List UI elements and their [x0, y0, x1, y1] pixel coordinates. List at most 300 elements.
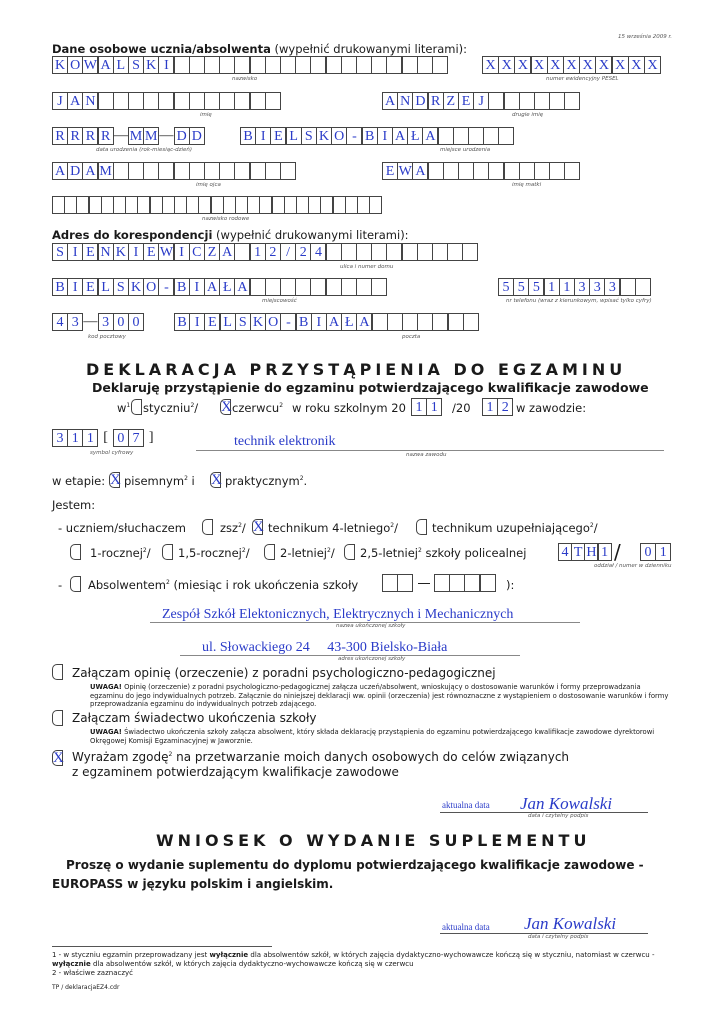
written-checkbox[interactable]: X	[110, 472, 121, 488]
char-cell[interactable]: 2	[497, 398, 513, 416]
june-checkbox[interactable]: X	[221, 399, 232, 415]
char-cell[interactable]	[356, 56, 372, 74]
char-cell[interactable]	[265, 56, 281, 74]
char-cell[interactable]	[504, 162, 520, 180]
techsup-label: technikum uzupełniającego$^2$/	[432, 521, 598, 535]
char-cell[interactable]: A	[412, 162, 428, 180]
techsup-checkbox[interactable]	[416, 519, 427, 535]
char-cell[interactable]: O	[265, 313, 281, 331]
char-cell[interactable]	[447, 243, 463, 261]
char-cell[interactable]: A	[219, 243, 235, 261]
char-cell[interactable]	[534, 162, 550, 180]
char-cell[interactable]	[371, 278, 387, 296]
char-cell[interactable]: O	[331, 127, 347, 145]
char-cell[interactable]: E	[204, 313, 220, 331]
zip-field[interactable]	[52, 313, 143, 331]
char-cell[interactable]: D	[174, 127, 190, 145]
char-cell[interactable]: S	[301, 127, 317, 145]
char-cell[interactable]	[174, 92, 190, 110]
char-cell[interactable]: N	[397, 92, 413, 110]
char-cell[interactable]: Ł	[407, 127, 423, 145]
char-cell[interactable]: 3	[604, 278, 620, 296]
first-name-field[interactable]	[52, 92, 280, 110]
char-cell[interactable]	[504, 92, 520, 110]
declaration-subtitle: Deklaruję przystąpienie do egzaminu potwierdzającego kwalifikacje zawodowe	[92, 380, 649, 395]
char-cell[interactable]	[189, 92, 205, 110]
char-cell[interactable]	[219, 92, 235, 110]
char-cell[interactable]: S	[52, 243, 68, 261]
char-cell[interactable]	[428, 162, 444, 180]
char-cell[interactable]: 0	[640, 543, 656, 561]
char-cell[interactable]: L	[286, 127, 302, 145]
char-cell[interactable]: Ł	[219, 278, 235, 296]
char-cell[interactable]	[564, 92, 580, 110]
char-cell[interactable]: 1	[411, 398, 427, 416]
char-cell[interactable]	[345, 196, 358, 214]
char-cell[interactable]	[443, 162, 459, 180]
char-cell[interactable]: I	[158, 56, 174, 74]
address-header: Adres do korespondencji (wypełnić drukowanymi literami):	[52, 228, 409, 242]
char-cell[interactable]: T	[571, 543, 585, 561]
char-cell[interactable]: M	[129, 129, 143, 144]
char-cell[interactable]: X	[628, 56, 645, 74]
char-cell[interactable]	[113, 196, 126, 214]
char-cell[interactable]	[468, 127, 484, 145]
char-cell[interactable]	[488, 162, 504, 180]
char-cell[interactable]: I	[189, 278, 205, 296]
char-cell[interactable]	[125, 196, 138, 214]
char-cell[interactable]: 1	[655, 543, 671, 561]
supplement-text2: EUROPASS w języku polskim i angielskim.	[52, 877, 334, 891]
file-name: TP / deklaracjaEZ4.cdr	[52, 984, 120, 991]
char-cell[interactable]	[387, 313, 403, 331]
birth-date-field[interactable]	[52, 127, 204, 145]
char-cell[interactable]: K	[52, 56, 68, 74]
diary-field[interactable]	[640, 543, 670, 561]
y2-checkbox[interactable]	[264, 544, 275, 560]
char-cell[interactable]: B	[362, 127, 378, 145]
char-cell[interactable]	[326, 243, 342, 261]
char-cell[interactable]: 3	[98, 313, 114, 331]
char-cell[interactable]: O	[143, 278, 159, 296]
char-cell[interactable]: A	[98, 56, 114, 74]
char-cell[interactable]: X	[644, 56, 661, 74]
char-cell[interactable]	[113, 162, 129, 180]
char-cell[interactable]: S	[235, 313, 251, 331]
char-cell[interactable]	[204, 56, 220, 74]
char-cell[interactable]	[326, 56, 342, 74]
char-cell[interactable]: Z	[204, 243, 220, 261]
char-cell[interactable]: C	[189, 243, 205, 261]
char-cell[interactable]: R	[67, 127, 83, 145]
char-cell[interactable]	[204, 92, 220, 110]
char-cell[interactable]	[417, 313, 433, 331]
char-cell[interactable]	[402, 313, 418, 331]
char-cell[interactable]	[432, 313, 448, 331]
father-name-field[interactable]	[52, 162, 295, 180]
char-cell[interactable]	[320, 196, 333, 214]
char-cell[interactable]: I	[377, 127, 393, 145]
char-cell[interactable]: 0	[113, 429, 129, 447]
char-cell[interactable]: 2	[265, 243, 281, 261]
char-cell[interactable]: B	[174, 278, 190, 296]
char-cell[interactable]	[564, 162, 580, 180]
char-cell[interactable]: A	[67, 92, 83, 110]
char-cell[interactable]: 5	[498, 278, 514, 296]
char-cell[interactable]: E	[82, 243, 98, 261]
char-cell[interactable]: D	[67, 162, 83, 180]
char-cell[interactable]: H	[586, 545, 597, 560]
practical-checkbox[interactable]: X	[211, 472, 222, 488]
char-cell[interactable]: B	[174, 313, 190, 331]
char-cell[interactable]	[219, 162, 235, 180]
char-cell[interactable]: X	[514, 56, 531, 74]
char-cell[interactable]: A	[356, 313, 372, 331]
year1-field[interactable]	[411, 398, 441, 416]
char-cell[interactable]: ]	[148, 430, 154, 445]
char-cell[interactable]: X	[595, 56, 612, 74]
char-cell[interactable]: B	[296, 313, 312, 331]
char-cell[interactable]	[295, 56, 311, 74]
birthplace-field[interactable]	[240, 127, 514, 145]
char-cell[interactable]: 1	[67, 429, 83, 447]
char-cell[interactable]: B	[52, 278, 68, 296]
char-cell[interactable]	[204, 162, 220, 180]
char-cell[interactable]: X	[547, 56, 564, 74]
char-cell[interactable]	[448, 313, 464, 331]
phone-label: nr telefonu (wraz z kierunkowym, wpisać tylko cyfry)	[506, 298, 652, 304]
char-cell[interactable]: 4	[52, 313, 68, 331]
post-field[interactable]	[174, 313, 478, 331]
january-label: styczniu$^2$/	[143, 401, 199, 415]
class-field[interactable]	[558, 543, 611, 561]
char-cell[interactable]: E	[458, 92, 474, 110]
char-cell[interactable]: K	[143, 56, 159, 74]
char-cell[interactable]	[549, 92, 565, 110]
char-cell[interactable]: N	[98, 243, 114, 261]
char-cell[interactable]	[341, 243, 357, 261]
pesel-field[interactable]	[482, 56, 660, 74]
char-cell[interactable]: K	[113, 243, 129, 261]
char-cell[interactable]: W	[159, 245, 174, 260]
char-cell[interactable]	[234, 56, 250, 74]
char-cell[interactable]	[174, 196, 187, 214]
char-cell[interactable]: X	[482, 56, 499, 74]
symbol-field[interactable]	[52, 429, 158, 447]
char-cell[interactable]	[280, 162, 296, 180]
char-cell[interactable]	[402, 56, 418, 74]
char-cell[interactable]: A	[52, 162, 68, 180]
char-cell[interactable]: W	[398, 164, 412, 179]
char-cell[interactable]: A	[204, 278, 220, 296]
char-cell[interactable]	[333, 196, 346, 214]
char-cell[interactable]	[549, 162, 565, 180]
opinion-checkbox[interactable]	[52, 664, 63, 680]
char-cell[interactable]: A	[422, 127, 438, 145]
consent-checkbox[interactable]: X	[53, 750, 64, 766]
school-address: ul. Słowackiego 24 43-300 Bielsko-Biała	[202, 640, 448, 655]
char-cell[interactable]: K	[128, 278, 144, 296]
phone-field[interactable]	[498, 278, 650, 296]
char-cell[interactable]	[280, 278, 296, 296]
char-cell[interactable]	[223, 196, 236, 214]
char-cell[interactable]: J	[473, 92, 489, 110]
char-cell[interactable]: M	[144, 129, 158, 144]
char-cell[interactable]	[128, 162, 144, 180]
char-cell[interactable]: /	[280, 243, 296, 261]
city-field[interactable]	[52, 278, 386, 296]
char-cell[interactable]: —	[83, 314, 98, 329]
char-cell[interactable]	[128, 92, 144, 110]
char-cell[interactable]	[250, 278, 266, 296]
birthplace-label: miejsce urodzenia	[440, 147, 491, 153]
char-cell[interactable]: 1	[250, 243, 266, 261]
char-cell[interactable]	[64, 196, 77, 214]
char-cell[interactable]: A	[82, 162, 98, 180]
footnote-2: 2 - właściwe zaznaczyć	[52, 969, 134, 977]
char-cell[interactable]: 7	[128, 429, 144, 447]
char-cell[interactable]	[174, 56, 190, 74]
char-cell[interactable]	[341, 56, 357, 74]
char-cell[interactable]	[458, 162, 474, 180]
char-cell[interactable]	[463, 313, 479, 331]
char-cell[interactable]	[372, 313, 388, 331]
char-cell[interactable]: I	[67, 243, 83, 261]
char-cell[interactable]	[158, 162, 174, 180]
char-cell[interactable]: M	[99, 164, 112, 179]
char-cell[interactable]	[250, 92, 266, 110]
char-cell[interactable]: [	[103, 430, 108, 445]
char-cell[interactable]	[326, 278, 342, 296]
char-cell[interactable]	[356, 243, 372, 261]
char-cell[interactable]: -	[158, 278, 174, 296]
char-cell[interactable]: Z	[443, 92, 459, 110]
char-cell[interactable]	[219, 56, 235, 74]
char-cell[interactable]: I	[128, 243, 144, 261]
char-cell[interactable]	[357, 196, 370, 214]
char-cell[interactable]: I	[255, 127, 271, 145]
char-cell[interactable]	[295, 278, 311, 296]
char-cell[interactable]: A	[382, 92, 398, 110]
char-cell[interactable]	[101, 196, 114, 214]
char-cell[interactable]: 1	[559, 278, 575, 296]
char-cell[interactable]: D	[189, 127, 205, 145]
char-cell[interactable]: 0	[128, 313, 144, 331]
char-cell[interactable]: 1	[482, 398, 498, 416]
char-cell[interactable]: E	[143, 243, 159, 261]
char-cell[interactable]	[98, 92, 114, 110]
char-cell[interactable]: 4	[558, 543, 572, 561]
street-field[interactable]	[52, 243, 478, 261]
mother-name-field[interactable]	[382, 162, 580, 180]
char-cell[interactable]: X	[563, 56, 580, 74]
absolvent-year-field[interactable]	[434, 574, 495, 592]
char-cell[interactable]: R	[428, 92, 444, 110]
char-cell[interactable]	[417, 243, 433, 261]
char-cell[interactable]	[432, 243, 448, 261]
char-cell[interactable]	[635, 278, 651, 296]
char-cell[interactable]: 3	[52, 429, 68, 447]
char-cell[interactable]: 1	[426, 398, 442, 416]
char-cell[interactable]	[143, 92, 159, 110]
char-cell[interactable]: 3	[589, 278, 605, 296]
char-cell[interactable]	[234, 92, 250, 110]
char-cell[interactable]	[462, 243, 478, 261]
y25-checkbox[interactable]	[344, 544, 355, 560]
char-cell[interactable]: 5	[513, 278, 529, 296]
char-cell[interactable]	[143, 162, 159, 180]
char-cell[interactable]	[259, 196, 272, 214]
char-cell[interactable]	[250, 56, 266, 74]
certificate-checkbox[interactable]	[52, 710, 63, 726]
tech4-checkbox[interactable]: X	[253, 519, 264, 535]
char-cell[interactable]: I	[67, 278, 83, 296]
char-cell[interactable]	[519, 92, 535, 110]
char-cell[interactable]	[341, 278, 357, 296]
char-cell[interactable]	[234, 162, 250, 180]
char-cell[interactable]: I	[311, 313, 327, 331]
char-cell[interactable]	[402, 243, 418, 261]
char-cell[interactable]	[189, 162, 205, 180]
char-cell[interactable]	[438, 127, 454, 145]
char-cell[interactable]: 5	[528, 278, 544, 296]
char-cell[interactable]: I	[189, 313, 205, 331]
char-cell[interactable]: X	[579, 56, 596, 74]
char-cell[interactable]	[198, 196, 211, 214]
char-cell[interactable]	[473, 162, 489, 180]
second-name-field[interactable]	[382, 92, 580, 110]
char-cell[interactable]	[369, 196, 382, 214]
char-cell[interactable]: L	[113, 56, 129, 74]
y15-checkbox[interactable]	[162, 544, 173, 560]
char-cell[interactable]: E	[382, 162, 398, 180]
char-cell[interactable]: K	[316, 127, 332, 145]
year2-field[interactable]	[482, 398, 512, 416]
char-cell[interactable]: 3	[67, 313, 83, 331]
char-cell[interactable]: Ł	[341, 313, 357, 331]
char-cell[interactable]	[386, 56, 402, 74]
char-cell[interactable]	[483, 127, 499, 145]
certificate-label: Załączam świadectwo ukończenia szkoły	[72, 711, 317, 725]
char-cell[interactable]: 1	[598, 543, 612, 561]
char-cell[interactable]: 0	[113, 313, 129, 331]
char-cell[interactable]	[234, 243, 250, 261]
char-cell[interactable]: 4	[310, 243, 326, 261]
char-cell[interactable]	[265, 92, 281, 110]
char-cell[interactable]	[284, 196, 297, 214]
char-cell[interactable]	[432, 56, 448, 74]
char-cell[interactable]: 1	[82, 429, 98, 447]
post-label: poczta	[402, 334, 421, 340]
char-cell[interactable]	[310, 56, 326, 74]
char-cell[interactable]: L	[220, 313, 236, 331]
char-cell[interactable]	[137, 196, 150, 214]
absolvent-checkbox[interactable]	[70, 576, 81, 592]
char-cell[interactable]: X	[498, 56, 515, 74]
char-cell[interactable]	[417, 56, 433, 74]
char-cell[interactable]	[52, 196, 65, 214]
char-cell[interactable]	[620, 278, 636, 296]
char-cell[interactable]: K	[250, 313, 266, 331]
char-cell[interactable]	[76, 196, 89, 214]
char-cell[interactable]	[386, 243, 402, 261]
char-cell[interactable]	[280, 56, 296, 74]
char-cell[interactable]: J	[52, 92, 68, 110]
char-cell[interactable]: B	[240, 127, 256, 145]
char-cell[interactable]: N	[82, 92, 98, 110]
char-cell[interactable]	[250, 162, 266, 180]
char-cell[interactable]	[488, 92, 504, 110]
char-cell[interactable]: A	[392, 127, 408, 145]
char-cell[interactable]: S	[128, 56, 144, 74]
char-cell[interactable]: E	[82, 278, 98, 296]
char-cell[interactable]: L	[98, 278, 114, 296]
char-cell[interactable]	[265, 278, 281, 296]
char-cell[interactable]	[519, 162, 535, 180]
char-cell[interactable]: -	[280, 313, 296, 331]
char-cell[interactable]: R	[52, 127, 68, 145]
zsz-checkbox[interactable]	[202, 519, 213, 535]
char-cell[interactable]	[308, 196, 321, 214]
char-cell[interactable]: O	[67, 56, 83, 74]
char-cell[interactable]	[150, 196, 163, 214]
char-cell[interactable]: E	[270, 127, 286, 145]
char-cell[interactable]: A	[234, 278, 250, 296]
char-cell[interactable]: R	[82, 127, 98, 145]
char-cell[interactable]	[158, 92, 174, 110]
char-cell[interactable]	[211, 196, 224, 214]
char-cell[interactable]	[534, 92, 550, 110]
char-cell[interactable]: S	[113, 278, 129, 296]
char-cell[interactable]: I	[174, 243, 190, 261]
char-cell[interactable]	[310, 278, 326, 296]
char-cell[interactable]: W	[83, 58, 98, 73]
char-cell[interactable]	[265, 162, 281, 180]
char-cell[interactable]: -	[346, 127, 362, 145]
char-cell[interactable]	[235, 196, 248, 214]
char-cell[interactable]: R	[98, 127, 114, 145]
char-cell[interactable]: —	[113, 128, 128, 143]
surname-field[interactable]	[52, 56, 447, 74]
absolvent-month-field[interactable]	[382, 574, 412, 592]
char-cell[interactable]	[89, 196, 102, 214]
char-cell[interactable]: A	[326, 313, 342, 331]
char-cell[interactable]: 1	[544, 278, 560, 296]
char-cell[interactable]	[186, 196, 199, 214]
char-cell[interactable]: 3	[574, 278, 590, 296]
char-cell[interactable]: 2	[295, 243, 311, 261]
family-name-field[interactable]	[52, 196, 381, 214]
january-checkbox[interactable]	[131, 399, 142, 415]
char-cell[interactable]	[356, 278, 372, 296]
char-cell[interactable]	[453, 127, 469, 145]
y1-checkbox[interactable]	[70, 544, 81, 560]
char-cell[interactable]	[296, 196, 309, 214]
char-cell[interactable]: —	[159, 128, 174, 143]
char-cell[interactable]: X	[531, 56, 548, 74]
char-cell[interactable]	[162, 196, 175, 214]
char-cell[interactable]	[498, 127, 514, 145]
char-cell[interactable]: D	[412, 92, 428, 110]
char-cell[interactable]	[371, 56, 387, 74]
char-cell[interactable]	[174, 162, 190, 180]
char-cell[interactable]	[189, 56, 205, 74]
char-cell[interactable]	[247, 196, 260, 214]
char-cell[interactable]	[113, 92, 129, 110]
char-cell[interactable]	[272, 196, 285, 214]
char-cell[interactable]: X	[612, 56, 629, 74]
char-cell[interactable]	[371, 243, 387, 261]
